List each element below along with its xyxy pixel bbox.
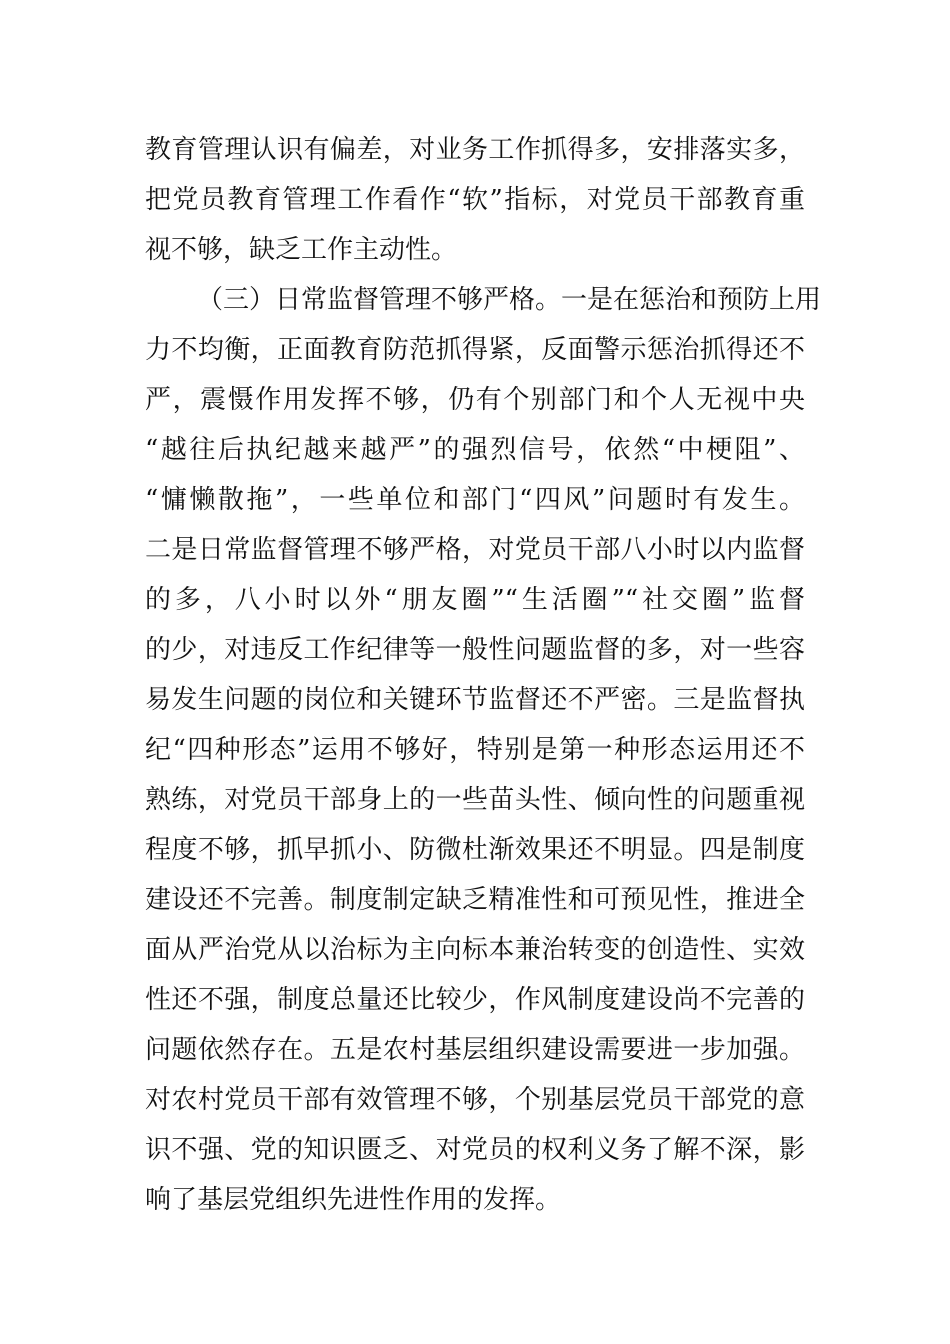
text-line-9: 二是日常监督管理不够严格，对党员干部八小时以内监督 <box>145 535 805 565</box>
text-line-19: 问题依然存在。五是农村基层组织建设需要进一步加强。 <box>145 1035 805 1065</box>
text-line-13: 纪“四种形态”运用不够好，特别是第一种形态运用还不 <box>145 735 805 765</box>
text-line-3: 视不够，缺乏工作主动性。 <box>145 235 458 265</box>
text-line-2: 把党员教育管理工作看作“软”指标，对党员干部教育重 <box>145 185 805 215</box>
text-line-16: 建设还不完善。制度制定缺乏精准性和可预见性，推进全 <box>145 885 805 915</box>
text-line-21: 识不强、党的知识匮乏、对党员的权利义务了解不深，影 <box>145 1135 805 1165</box>
text-line-8: “慵懒散拖”，一些单位和部门“四风”问题时有发生。 <box>145 485 805 515</box>
text-line-17: 面从严治党从以治标为主向标本兼治转变的创造性、实效 <box>145 935 805 965</box>
text-line-18: 性还不强，制度总量还比较少，作风制度建设尚不完善的 <box>145 985 805 1015</box>
text-line-15: 程度不够，抓早抓小、防微杜渐效果还不明显。四是制度 <box>145 835 805 865</box>
text-line-22: 响了基层党组织先进性作用的发挥。 <box>145 1185 562 1215</box>
text-line-12: 易发生问题的岗位和关键环节监督还不严密。三是监督执 <box>145 685 805 715</box>
section-heading-line: （三）日常监督管理不够严格。一是在惩治和预防上用 <box>197 285 822 315</box>
text-line-20: 对农村党员干部有效管理不够，个别基层党员干部党的意 <box>145 1085 805 1115</box>
text-line-7: “越往后执纪越来越严”的强烈信号，依然“中梗阻”、 <box>145 435 805 465</box>
text-line-5: 力不均衡，正面教育防范抓得紧，反面警示惩治抓得还不 <box>145 335 805 365</box>
text-line-1: 教育管理认识有偏差，对业务工作抓得多，安排落实多， <box>145 135 805 165</box>
text-line-6: 严，震慑作用发挥不够，仍有个别部门和个人无视中央 <box>145 385 805 415</box>
text-line-14: 熟练，对党员干部身上的一些苗头性、倾向性的问题重视 <box>145 785 805 815</box>
text-line-10: 的多，八小时以外“朋友圈”“生活圈”“社交圈”监督 <box>145 585 805 615</box>
text-line-11: 的少，对违反工作纪律等一般性问题监督的多，对一些容 <box>145 635 805 665</box>
